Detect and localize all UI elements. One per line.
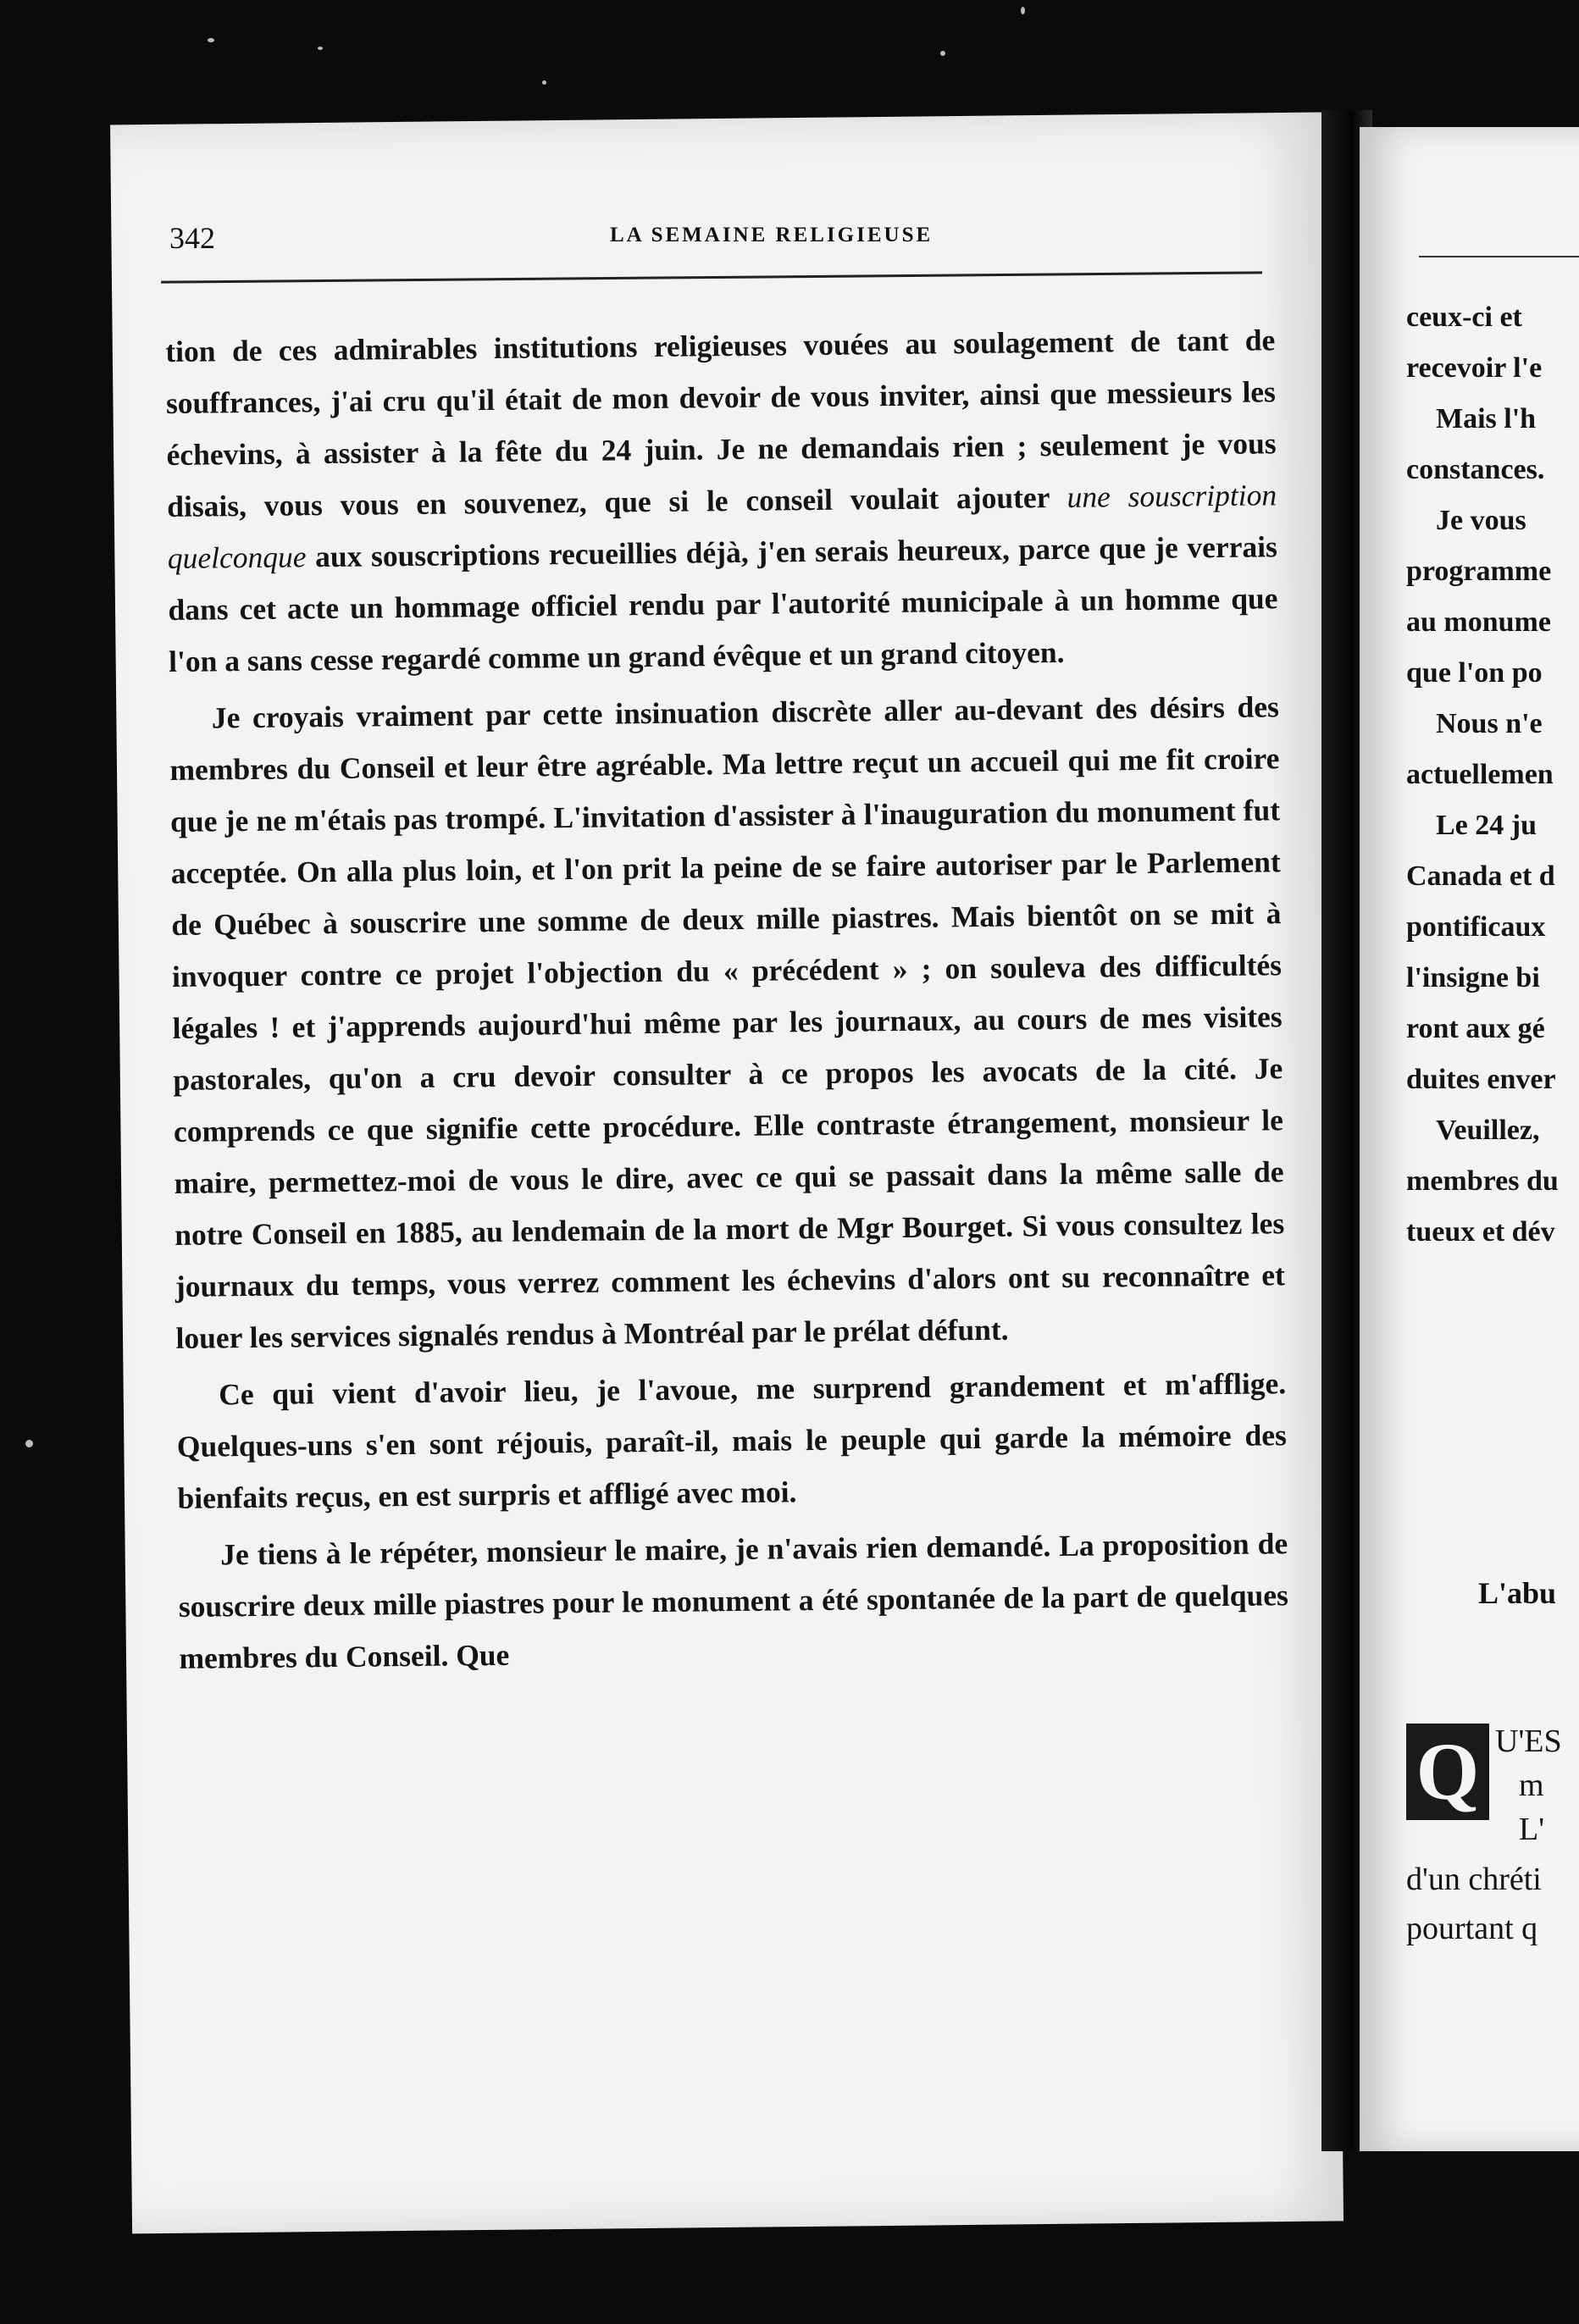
right-page-text	[1406, 292, 1579, 1258]
page-header	[169, 212, 1262, 271]
right-page-line: l'insigne bi	[1406, 962, 1540, 993]
dust-speck	[208, 38, 214, 42]
running-title: LA SEMAINE RELIGIEUSE	[610, 224, 934, 246]
right-header-rule	[1419, 256, 1579, 257]
right-page-line: ceux-ci et	[1406, 302, 1522, 333]
right-page-line: Le 24 ju	[1436, 810, 1537, 841]
right-page-line: actuellemen	[1406, 759, 1554, 790]
italic-phrase: une souscription quelconque	[167, 478, 1277, 575]
right-page	[1360, 127, 1579, 2151]
right-page-line: Mais l'h	[1436, 403, 1537, 434]
right-page-line: Je vous	[1436, 505, 1526, 536]
dust-speck	[940, 51, 945, 56]
right-page-line: au monume	[1406, 606, 1551, 638]
right-page-line: recevoir l'e	[1406, 352, 1543, 384]
right-page-line: ront aux gé	[1406, 1013, 1545, 1044]
dust-speck	[1021, 7, 1025, 14]
main-text	[165, 314, 1289, 1690]
right-page-line: constances.	[1406, 454, 1545, 485]
section-heading: L'abu	[1478, 1576, 1557, 1610]
right-page-line: programme	[1406, 556, 1552, 587]
right-page-tail-text: d'un chréti pourtant q	[1406, 1862, 1542, 1946]
right-page-line: duites enver	[1406, 1064, 1556, 1095]
right-page-line: Nous n'e	[1436, 708, 1543, 739]
right-page-line: pontificaux	[1406, 911, 1546, 943]
paragraph-2: Je croyais vraiment par cette insinuation discrète aller au-devant des désirs des membres du Conseil et leur être agréable. Ma lettre reçut un accueil qui me fit croire que je ne m'étais pas trompé. L'invitation d'assister à l'inauguration du monument fut acceptée. On alla plus loin, et l'on prit la peine de se faire autoriser par le Parlement de Québec à souscrire une somme de deux mille piastres. Mais bientôt on se mit à invoquer contre ce projet l'objection du « précédent » ; on souleva des difficultés légales ! et j'apprends aujourd'hui même par les journaux, au cours de mes visites pastorales, qu'on a cru devoir consulter à ce propos les avocats de la cité. Je comprends ce que signifie cette procédure. Elle contraste étrangement, monsieur le maire, permettez-moi de vous le dire, avec ce qui se passait dans la même salle de notre Conseil en 1885, au lendemain de la mort de Mgr Bourget. Si vous consultez les journaux du temps, vous verrez comment les échevins d'alors ont su reconnaître et louer les services signalés rendus à Montréal par le prélat défunt.	[169, 689, 1286, 1355]
drop-cap-continuation: U'ES m L'	[1495, 1724, 1562, 1847]
right-page-line: Veuillez,	[1436, 1115, 1540, 1146]
right-page-line: Canada et d	[1406, 860, 1555, 892]
right-page-line: membres du	[1406, 1165, 1559, 1197]
dust-speck	[542, 80, 546, 85]
paragraph-4: Je tiens à le répéter, monsieur le maire, je n'avais rien demandé. La proposition de souscrire deux mille piastres pour le monument a été spontanée de la part de quelques membres du Conseil. Que	[178, 1526, 1288, 1675]
right-page-line: tueux et dév	[1406, 1216, 1555, 1248]
page-number: 342	[169, 221, 215, 255]
drop-cap-letter: Q	[1406, 1724, 1489, 1820]
dust-speck	[318, 47, 323, 50]
right-page-line: que l'on po	[1406, 657, 1543, 689]
paragraph-1: tion de ces admirables institutions religieuses vouées au soulagement de tant de souffrances, j'ai cru qu'il était de mon devoir de vous inviter, ainsi que messieurs les échevins, à assister à la fête du 24 juin. Je ne demandais rien ; seulement je vous disais, vous vous en souvenez, que si le conseil voulait ajouter une souscription quelconque aux souscriptions recueillies déjà, j'en serais heureux, parce que je verrais dans cet acte un hommage officiel rendu par l'autorité municipale à un homme que l'on a sans cesse regardé comme un grand évêque et un grand citoyen.	[165, 323, 1278, 678]
paragraph-3: Ce qui vient d'avoir lieu, je l'avoue, me surprend grandement et m'afflige. Quelques-uns s'en sont réjouis, paraît-il, mais le peuple qui garde la mémoire des bienfaits reçus, en est surpris et affligé avec moi.	[176, 1366, 1287, 1515]
dust-speck	[25, 1440, 33, 1447]
